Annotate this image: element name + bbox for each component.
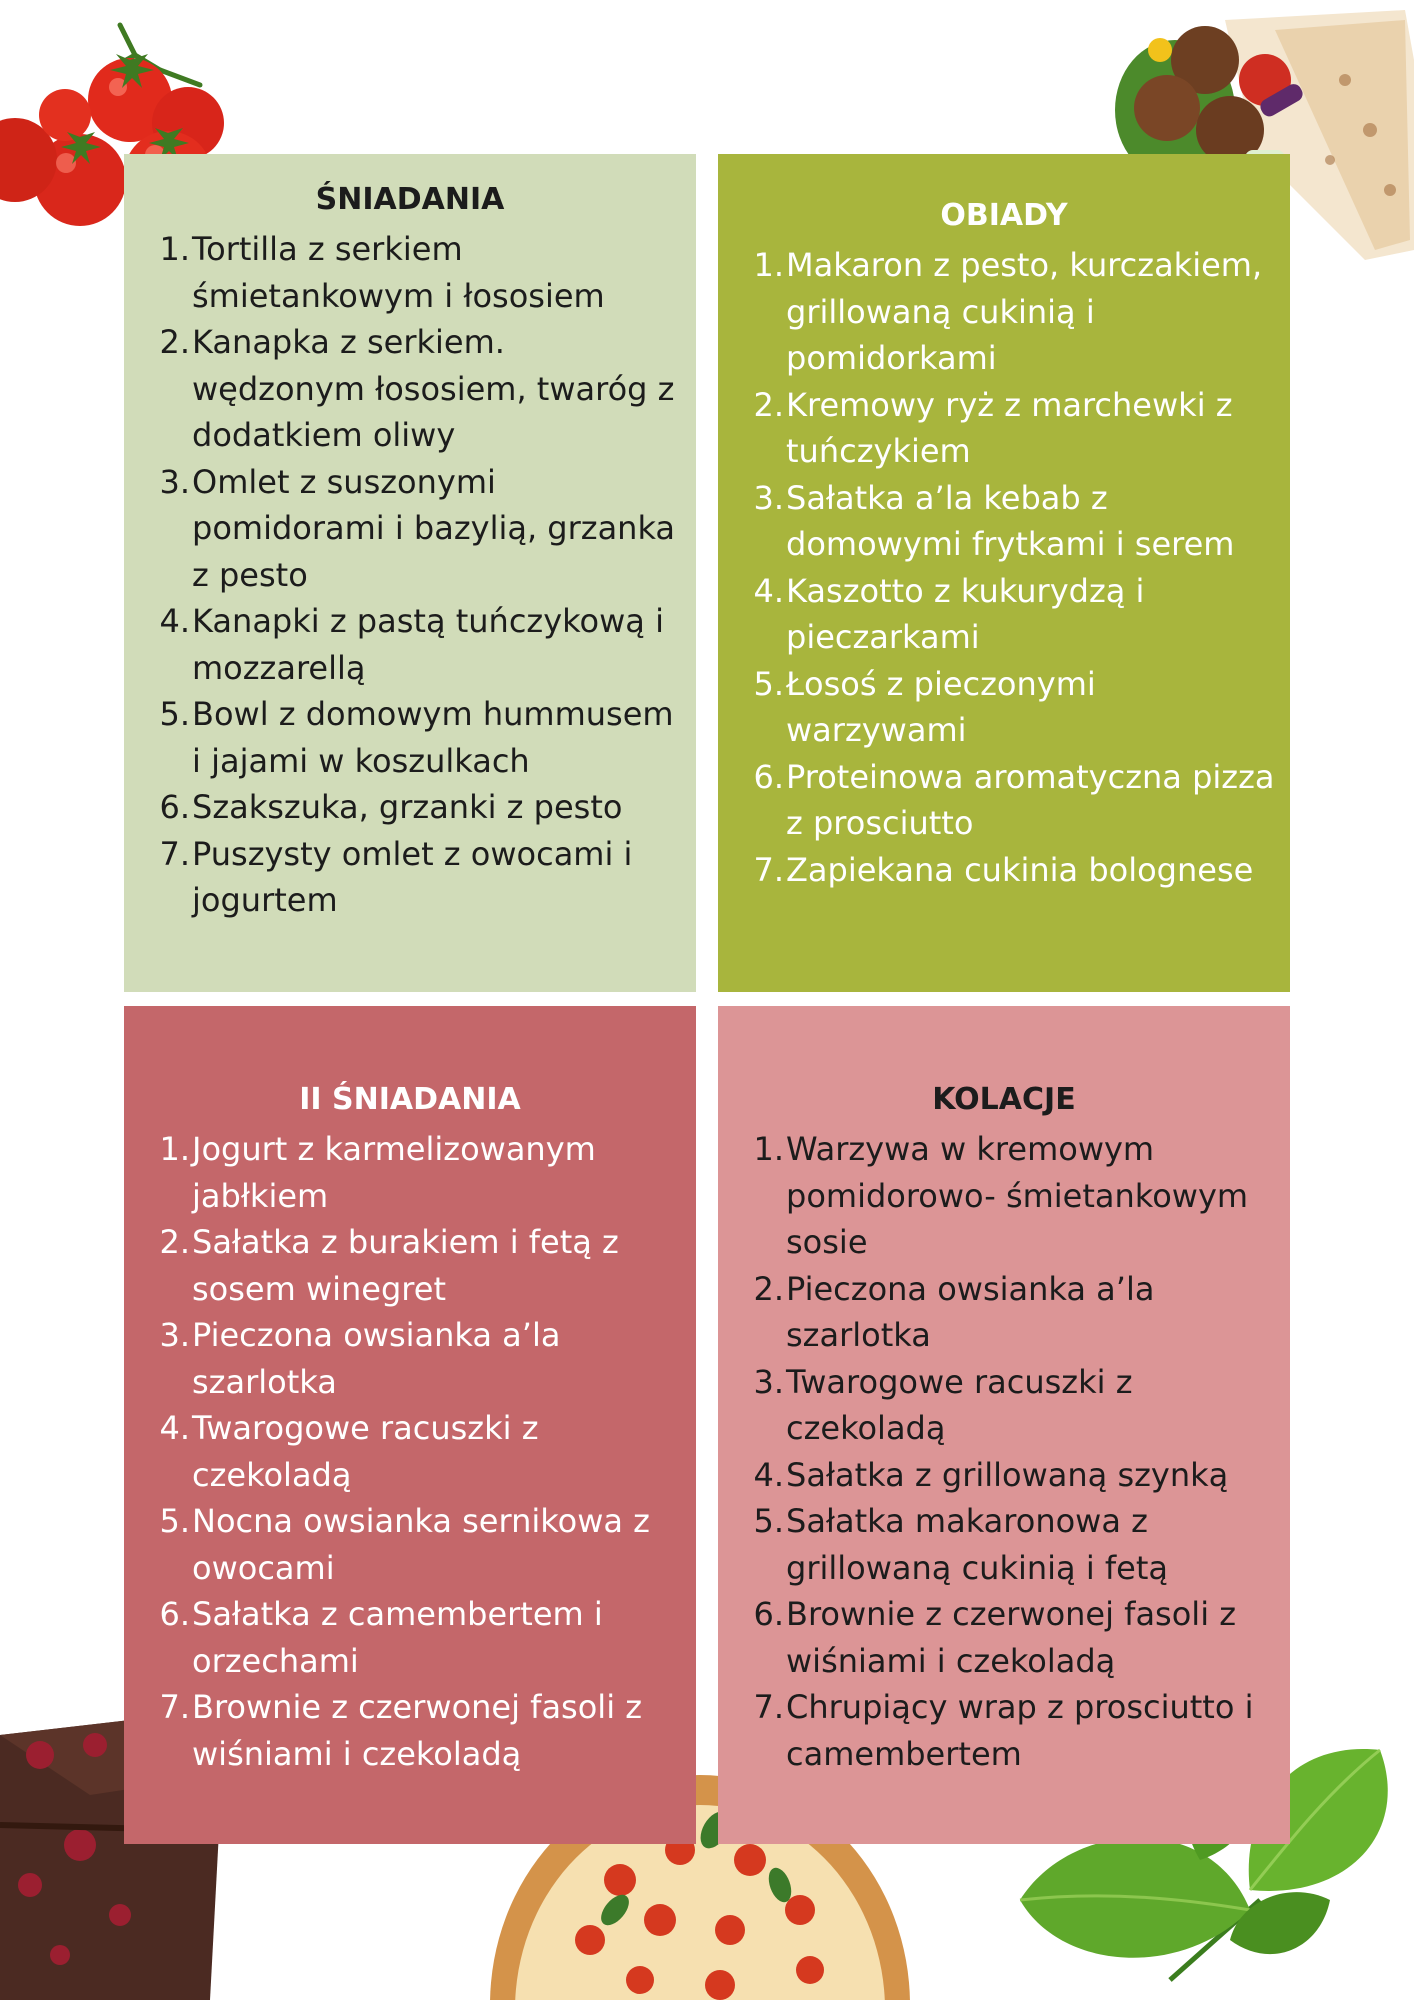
dinner-list	[746, 1126, 1280, 1777]
panel-title: OBIADY	[940, 198, 1068, 233]
list-item: 7 . Chrupiący wrap z prosciutto i camembertem	[746, 1684, 1280, 1777]
list-item: 4 . Kanapki z pastą tuńczykową i mozzarellą	[152, 598, 686, 691]
list-item: 4 . Sałatka z grillowaną szynką	[746, 1452, 1280, 1499]
panel-title: II ŚNIADANIA	[299, 1082, 521, 1117]
list-item: 7 . Zapiekana cukinia bolognese	[746, 847, 1280, 894]
list-item: 5 . Bowl z domowym hummusem i jajami w koszulkach	[152, 691, 686, 784]
list-item: 1 . Makaron z pesto, kurczakiem, grillowaną cukinią i pomidorkami	[746, 242, 1280, 382]
list-item: 1 . Jogurt z karmelizowanym jabłkiem	[152, 1126, 686, 1219]
list-item: 7 . Brownie z czerwonej fasoli z wiśniami i czekoladą	[152, 1684, 686, 1777]
list-item: 3 . Omlet z suszonymi pomidorami i bazylią, grzanka z pesto	[152, 459, 686, 599]
list-item: 6 . Szakszuka, grzanki z pesto	[152, 784, 686, 831]
second-breakfast-panel	[124, 1006, 696, 1844]
list-item: 1 . Tortilla z serkiem śmietankowym i łososiem	[152, 226, 686, 319]
second-breakfast-list	[152, 1126, 686, 1777]
breakfast-list	[152, 226, 686, 924]
breakfast-panel	[124, 154, 696, 992]
list-item: 4 . Twarogowe racuszki z czekoladą	[152, 1405, 686, 1498]
list-item: 1 . Warzywa w kremowym pomidorowo- śmietankowym sosie	[746, 1126, 1280, 1266]
list-item: 3 . Twarogowe racuszki z czekoladą	[746, 1359, 1280, 1452]
list-item: 3 . Pieczona owsianka a’la szarlotka	[152, 1312, 686, 1405]
list-item: 6 . Proteinowa aromatyczna pizza z prosciutto	[746, 754, 1280, 847]
lunch-list	[746, 242, 1280, 893]
list-item: 3 . Sałatka a’la kebab z domowymi frytkami i serem	[746, 475, 1280, 568]
dinner-panel	[718, 1006, 1290, 1844]
list-item: 4 . Kaszotto z kukurydzą i pieczarkami	[746, 568, 1280, 661]
list-item: 2 . Kanapka z serkiem. wędzonym łososiem, twaróg z dodatkiem oliwy	[152, 319, 686, 459]
list-item: 5 . Sałatka makaronowa z grillowaną cukinią i fetą	[746, 1498, 1280, 1591]
list-item: 5 . Nocna owsianka sernikowa z owocami	[152, 1498, 686, 1591]
panel-title: ŚNIADANIA	[315, 182, 505, 217]
list-item: 7 . Puszysty omlet z owocami i jogurtem	[152, 831, 686, 924]
list-item: 5 . Łosoś z pieczonymi warzywami	[746, 661, 1280, 754]
list-item: 6 . Sałatka z camembertem i orzechami	[152, 1591, 686, 1684]
list-item: 2 . Pieczona owsianka a’la szarlotka	[746, 1266, 1280, 1359]
list-item: 2 . Kremowy ryż z marchewki z tuńczykiem	[746, 382, 1280, 475]
panel-title: KOLACJE	[932, 1082, 1076, 1117]
list-item: 2 . Sałatka z burakiem i fetą z sosem winegret	[152, 1219, 686, 1312]
list-item: 6 . Brownie z czerwonej fasoli z wiśniami i czekoladą	[746, 1591, 1280, 1684]
lunch-panel	[718, 154, 1290, 992]
